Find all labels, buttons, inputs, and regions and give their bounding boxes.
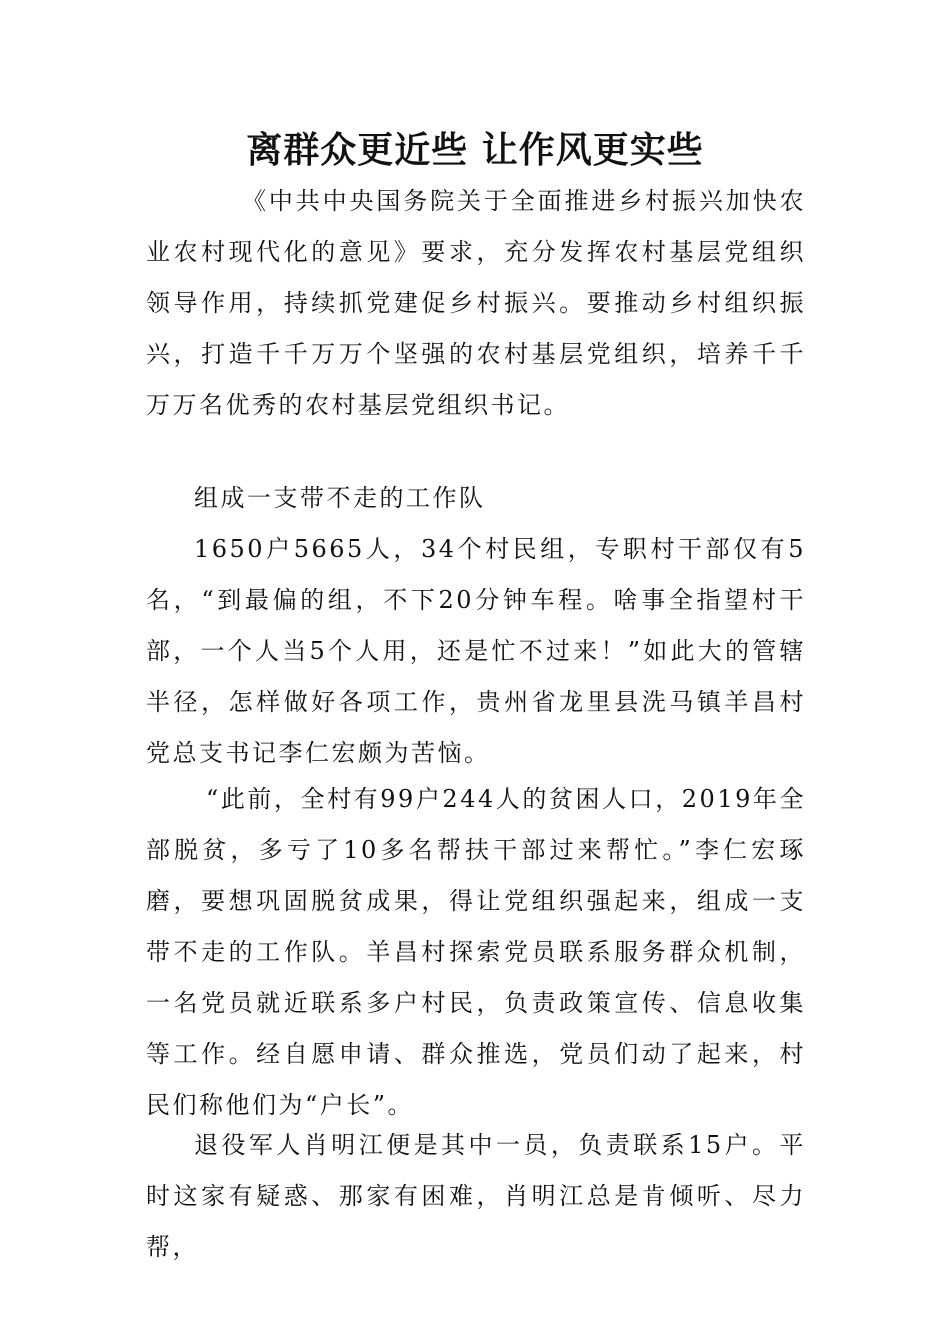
intro-paragraph: 《中共中央国务院关于全面推进乡村振兴加快农业农村现代化的意见》要求，充分发挥农村基层党组织领导作用，持续抓党建促乡村振兴。要推动乡村组织振兴，打造千千万万个坚强的农村基层党组织，培养千千万万名优秀的农村基层党组织书记。	[146, 187, 806, 419]
body-paragraph-3: 退役军人肖明江便是其中一员，负责联系15户。平时这家有疑惑、那家有困难，肖明江总是肯倾听、尽力帮，	[146, 1131, 806, 1261]
section-heading: 组成一支带不走的工作队	[194, 484, 486, 512]
body-paragraph-1: 1650户5665人，34个村民组，专职村干部仅有5名，“到最偏的组，不下20分钟车程。啥事全指望村干部，一个人当5个人用，还是忙不过来！”如此大的管辖半径，怎样做好各项工作，贵州省龙里县洗马镇羊昌村党总支书记李仁宏颇为苦恼。	[146, 535, 806, 767]
body-paragraph-2: “此前，全村有99户244人的贫困人口，2019年全部脱贫，多亏了10多名帮扶干部过来帮忙。”李仁宏琢磨，要想巩固脱贫成果，得让党组织强起来，组成一支带不走的工作队。羊昌村探索党员联系服务群众机制，一名党员就近联系多户村民，负责政策宣传、信息收集等工作。经自愿申请、群众推选，党员们动了起来，村民们称他们为“户长”。	[146, 785, 806, 1119]
document-title: 离群众更近些 让作风更实些	[246, 129, 704, 171]
